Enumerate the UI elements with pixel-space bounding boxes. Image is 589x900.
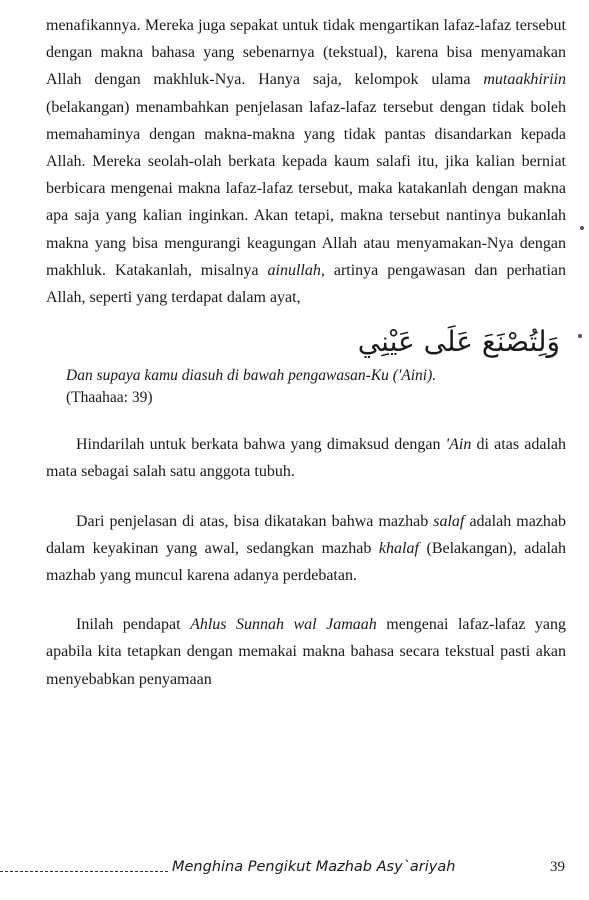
paragraph-text: Hindarilah untuk berkata bahwa yang dimaksud dengan [76,436,446,454]
margin-dot [580,226,584,230]
paragraph-text: adalah mazhab dalam keyakinan yang awal, sedangkan mazhab [46,512,566,557]
page-body [46,12,566,693]
paragraph-text: di atas adalah mata sebagai salah satu anggota tubuh. [46,436,566,481]
paragraph-text: (Belakangan), adalah mazhab yang muncul karena adanya perdebatan. [46,539,566,585]
paragraph-4 [46,611,566,693]
footer-rule [0,871,168,872]
arabic-verse: وَلِتُصْنَعَ عَلَى عَيْنِي [357,325,560,359]
italic-term: ainullah, [267,261,325,279]
italic-term: khalaf [378,539,419,557]
italic-term: mutaakhiriin [483,71,566,89]
verse-reference: (Thaahaa: 39) [66,389,153,407]
paragraph-text: artinya pengawasan dan perhatian Allah, seperti yang terdapat dalam ayat, [46,261,567,307]
italic-term: Ahlus Sunnah wal Jamaah [190,616,377,634]
page-number: 39 [550,859,565,875]
running-title: Menghina Pengikut Mazhab Asy`ariyah [172,859,456,875]
paragraph-text: (belakangan) menambahkan penjelasan lafaz-lafaz tersebut dengan tidak boleh memahaminya dengan makna-makna yang tidak pantas disandarkan kepada Allah. Mereka seolah-olah berkata kepada kaum salafi itu, jika kalian berniat berbicara mengenai makna lafaz-lafaz tersebut, maka katakanlah dengan makna apa saja yang kalian inginkan. Akan tetapi, makna tersebut nantinya bukanlah makna yang bisa mengurangi keagungan Allah atau menyamakan-Nya dengan makhluk. Katakanlah, misalnya [46,98,566,279]
verse-translation [66,365,566,409]
paragraph-text: mengenai lafaz-lafaz yang apabila kita tetapkan dengan memakai makna bahasa secara tekstual pasti akan menyebabkan penyamaan [46,616,567,688]
italic-term: salaf [433,512,465,530]
italic-term: 'Ain [445,436,472,454]
paragraph-text: Dari penjelasan di atas, bisa dikatakan bahwa mazhab [76,512,434,530]
paragraph-2 [46,431,566,485]
paragraph-text: Inilah pendapat [76,616,191,634]
paragraph-text: menafikannya. Mereka juga sepakat untuk tidak mengartikan lafaz-lafaz tersebut dengan makna bahasa yang sebenarnya (tekstual), karena bisa menyamakan Allah dengan makhluk-Nya. Hanya saja, kelompok ulama [46,17,566,89]
page-footer [0,857,589,885]
margin-dot [578,334,582,338]
translation-text: Dan supaya kamu diasuh di bawah pengawasan-Ku ('Aini). [66,367,437,385]
paragraph-3 [46,508,566,590]
paragraph-1 [46,12,566,311]
